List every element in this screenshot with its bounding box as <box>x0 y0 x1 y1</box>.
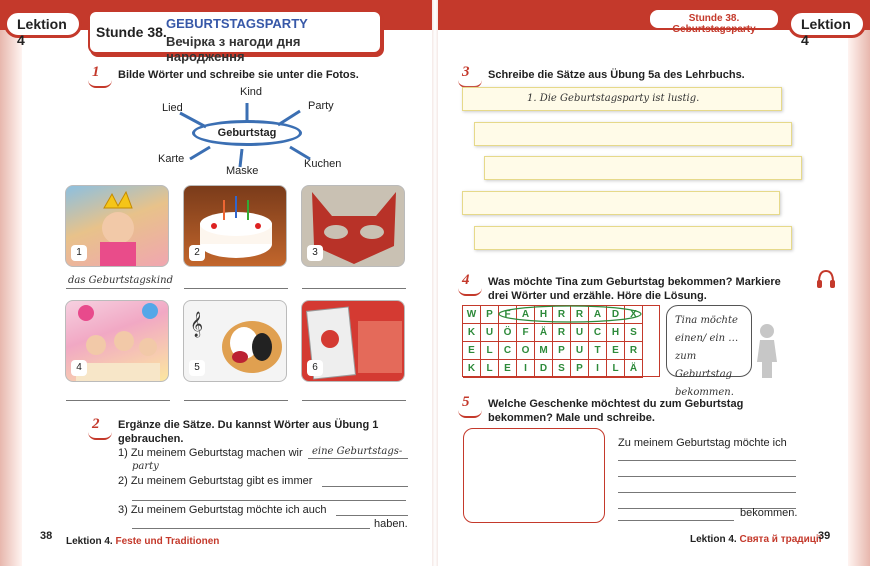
page-number-left: 38 <box>40 530 53 542</box>
grid-row-2 <box>463 324 659 342</box>
answer-line-3 <box>302 288 406 289</box>
grid-cell[interactable]: C <box>589 324 607 342</box>
photo-number-1: 1 <box>71 245 87 261</box>
photo-birthday-card <box>301 300 405 382</box>
task5-prompt: Zu meinem Geburtstag möchte ich <box>618 437 787 449</box>
grid-cell[interactable]: O <box>517 342 535 360</box>
task3-instruction: Schreibe die Sätze aus Übung 5a des Lehrbuchs. <box>488 69 745 81</box>
photo-number-2: 2 <box>189 245 205 261</box>
grid-cell[interactable]: L <box>481 342 499 360</box>
grid-cell[interactable]: P <box>553 342 571 360</box>
task2-instruction: Ergänze die Sätze. Du kannst Wörter aus Übung 1 gebrauchen. <box>118 419 379 445</box>
answer-line-6 <box>302 400 406 401</box>
task5-instruction: Welche Geschenke möchtest du zum Geburtstag bekommen? Male und schreibe. <box>488 398 744 424</box>
grid-cell[interactable]: U <box>571 324 589 342</box>
tina-speech-bubble <box>666 305 752 398</box>
grid-row-4 <box>463 360 659 378</box>
grid-cell[interactable]: Ä <box>535 324 553 342</box>
page-edge-left <box>0 30 22 566</box>
footer-left <box>66 536 219 547</box>
grid-cell[interactable]: D <box>535 360 553 378</box>
grid-cell[interactable]: T <box>589 342 607 360</box>
lektion-tab-left: Lektion 4 <box>4 10 82 38</box>
photo-number-5: 5 <box>189 360 205 376</box>
grid-cell[interactable]: F <box>517 324 535 342</box>
grid-cell[interactable]: I <box>517 360 535 378</box>
bubble-text: Tina möchte einen/ ein … zum Geburtstag bekommen. <box>675 315 739 398</box>
footer-right-topic: Свята й традиції <box>739 534 822 545</box>
photo-fox-mask <box>301 185 405 267</box>
grid-cell[interactable]: S <box>625 324 643 342</box>
mindmap-word-kuchen: Kuchen <box>304 158 342 170</box>
grid-cell[interactable]: U <box>481 324 499 342</box>
answer-line-1 <box>66 288 170 289</box>
task3-example: 1. Die Geburtstagsparty ist lustig. <box>527 93 700 104</box>
lektion-tab-right: Lektion 4 <box>788 10 866 38</box>
grid-cell[interactable]: H <box>535 306 553 324</box>
task1-instruction: Bilde Wörter und schreibe sie unter die Fotos. <box>118 69 359 81</box>
footer-right-lektion: Lektion 4. <box>690 534 737 545</box>
task2-sentence-2: 2) Zu meinem Geburtstag gibt es immer <box>118 475 313 487</box>
task2-line-2a <box>322 486 408 487</box>
answer-line-4 <box>66 400 170 401</box>
svg-text:𝄞: 𝄞 <box>190 312 204 337</box>
grid-cell[interactable]: E <box>607 342 625 360</box>
example-answer: das Geburtstagskind <box>68 275 173 286</box>
grid-cell[interactable]: S <box>553 360 571 378</box>
task2-line-3b <box>132 528 370 529</box>
task4-number: 4 <box>462 272 482 292</box>
sentence-box-5[interactable] <box>474 226 792 250</box>
grid-cell[interactable]: Ä <box>625 360 643 378</box>
mindmap-word-party: Party <box>308 100 334 112</box>
photo-singing-cat <box>183 300 287 382</box>
grid-cell[interactable]: F <box>499 306 517 324</box>
task5-line-5 <box>618 520 734 521</box>
footer-left-topic: Feste und Traditionen <box>115 536 220 547</box>
footer-left-lektion: Lektion 4. <box>66 536 113 547</box>
grid-cell[interactable]: L <box>481 360 499 378</box>
mindmap-center: Geburtstag <box>192 120 302 146</box>
grid-cell[interactable]: R <box>553 306 571 324</box>
photo-number-3: 3 <box>307 245 323 261</box>
grid-cell[interactable]: R <box>571 306 589 324</box>
grid-cell[interactable]: K <box>463 360 481 378</box>
footer-right <box>690 534 822 545</box>
grid-cell[interactable]: E <box>499 360 517 378</box>
task2-number: 2 <box>92 416 112 436</box>
task2-sentence-3-end: haben. <box>374 518 408 530</box>
answer-line-2 <box>184 288 288 289</box>
right-page-header: Stunde 38. Geburtstagsparty <box>648 8 780 30</box>
sentence-box-1[interactable] <box>462 87 782 111</box>
mindmap-word-maske: Maske <box>226 165 259 177</box>
grid-cell[interactable]: L <box>607 360 625 378</box>
grid-cell[interactable]: D <box>607 306 625 324</box>
task2-line-1a <box>308 458 408 459</box>
grid-cell[interactable]: U <box>571 342 589 360</box>
grid-cell[interactable]: E <box>463 342 481 360</box>
grid-cell[interactable]: K <box>463 324 481 342</box>
mindmap-word-lied: Lied <box>162 102 183 114</box>
grid-cell[interactable]: A <box>517 306 535 324</box>
task2-line-2b <box>132 500 406 501</box>
grid-cell[interactable]: Ö <box>499 324 517 342</box>
task5-line-1 <box>618 460 796 461</box>
grid-cell[interactable]: R <box>625 342 643 360</box>
task2-line-3a <box>336 515 408 516</box>
fahrrad-marking <box>497 305 643 323</box>
mindmap-word-karte: Karte <box>158 153 185 165</box>
headphones-icon[interactable] <box>815 268 837 290</box>
task5-end: bekommen. <box>740 507 798 519</box>
stunde-title: GEBURTSTAGSPARTY <box>166 16 308 31</box>
grid-cell[interactable]: C <box>499 342 517 360</box>
task2-answer-1a: eine Geburtstags- <box>312 446 403 457</box>
task3-number: 3 <box>462 64 482 84</box>
grid-row-3 <box>463 342 659 360</box>
grid-cell[interactable]: M <box>535 342 553 360</box>
sentence-box-2[interactable] <box>474 122 792 146</box>
photo-number-4: 4 <box>71 360 87 376</box>
page-number-right: 39 <box>818 530 831 542</box>
task2-sentence-1: 1) Zu meinem Geburtstag machen wir <box>118 447 303 459</box>
stunde-title-box <box>88 10 382 64</box>
stunde-label: Stunde 38. <box>96 24 167 40</box>
sentence-box-3[interactable] <box>484 156 802 180</box>
task1-number: 1 <box>92 64 112 84</box>
photo-birthday-child <box>65 185 169 267</box>
task5-line-2 <box>618 476 796 477</box>
grid-cell[interactable]: A <box>589 306 607 324</box>
sentence-box-4[interactable] <box>462 191 780 215</box>
task2-sentence-3: 3) Zu meinem Geburtstag möchte ich auch <box>118 504 327 516</box>
grid-cell[interactable]: X <box>625 306 643 324</box>
grid-cell[interactable]: P <box>481 306 499 324</box>
mindmap-word-kind: Kind <box>240 86 263 98</box>
photo-birthday-cake <box>183 185 287 267</box>
grid-cell[interactable]: R <box>553 324 571 342</box>
grid-cell[interactable]: P <box>571 360 589 378</box>
task4-instruction: Was möchte Tina zum Geburtstag bekommen? Markiere drei Wörter und erzähle. Höre die Lösung. <box>488 276 781 302</box>
task5-number: 5 <box>462 394 482 414</box>
page-edge-right <box>848 30 870 566</box>
answer-line-5 <box>184 400 288 401</box>
grid-cell[interactable]: H <box>607 324 625 342</box>
photo-party <box>65 300 169 382</box>
task2-answer-1b: party <box>132 461 159 472</box>
girl-silhouette-icon <box>752 322 780 380</box>
drawing-box[interactable] <box>463 428 605 523</box>
photo-number-6: 6 <box>307 360 323 376</box>
grid-cell[interactable]: W <box>463 306 481 324</box>
stunde-subtitle: Вечірка з нагоди дня народження <box>166 34 301 64</box>
book-spine <box>432 0 438 566</box>
task5-line-3 <box>618 492 796 493</box>
grid-cell[interactable]: I <box>589 360 607 378</box>
